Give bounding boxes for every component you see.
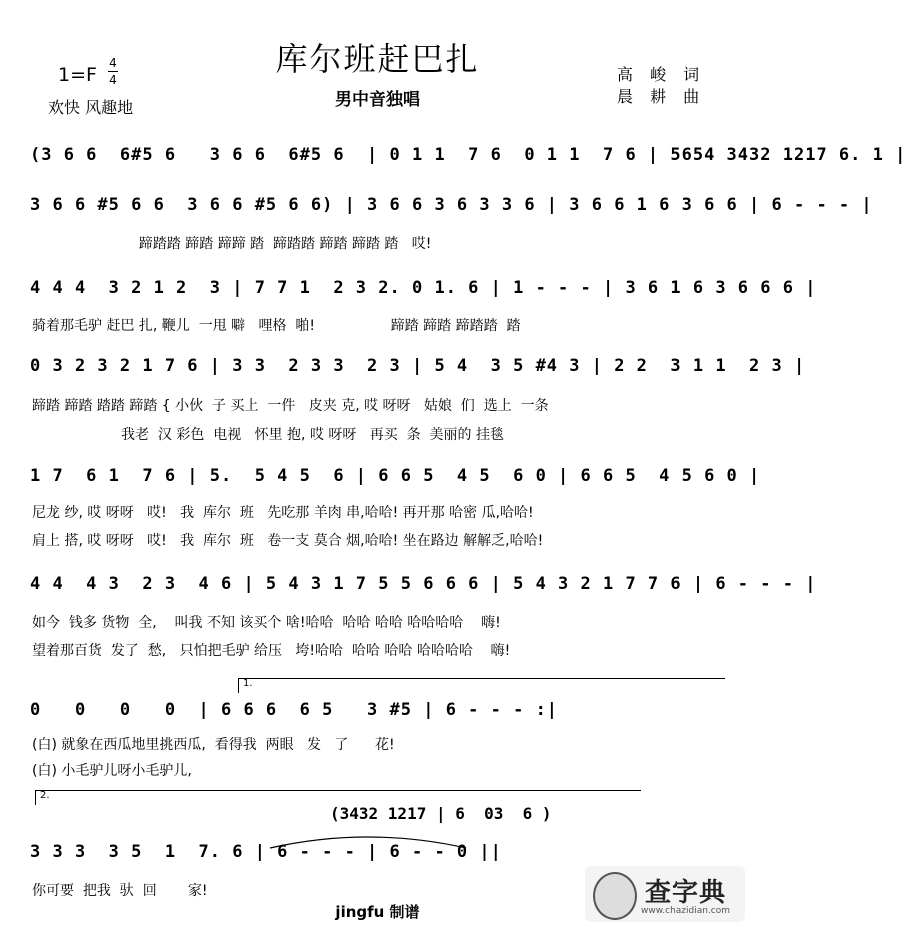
lyrics-line-6b: 望着那百货 发了 愁, 只怕把毛驴 给压 垮!哈哈 哈哈 哈哈 哈哈哈哈 嗨! [32, 643, 511, 659]
score-line-1 [30, 145, 906, 189]
volta-2-bracket [35, 790, 641, 805]
volta-1-bracket [238, 678, 725, 693]
notation: 1 7 6 1 7 6 | 5. 5 4 5 6 | 6 6 5 4 5 6 0 | 6 6 5 4 5 6 0 | [30, 466, 761, 486]
lyrics-line-5b: 肩上 搭, 哎 呀呀 哎! 我 库尔 班 卷一支 莫合 烟,哈哈! 坐在路边 解解乏,哈哈! [32, 533, 544, 549]
lyrics-line-7a: (白) 就象在西瓜地里挑西瓜, 看得我 两眼 发 了 花! [32, 737, 395, 753]
notation: 3 6 6 #5 6 6 3 6 6 #5 6 6) | 3 6 6 3 6 3 3 6 | 3 6 6 1 6 3 6 6 | 6 - - - | [30, 195, 873, 215]
lyrics-line-7b: (白) 小毛驴儿呀小毛驴儿, [32, 763, 192, 779]
coda-notation: (3432 1217 | 6 03 6 ) [330, 804, 552, 823]
notation: 3 3 3 3 5 1 7. 6 | 6 - - - | 6 - - 0 || [30, 842, 502, 862]
tempo-marking: 欢快 风趣地 [48, 98, 134, 117]
subtitle: 男中音独唱 [335, 90, 420, 110]
time-bottom: 4 [109, 73, 117, 87]
notation: 4 4 4 3 2 1 2 3 | 7 7 1 2 3 2. 0 1. 6 | 1 - - - | 3 6 1 6 3 6 6 6 | [30, 278, 817, 298]
logo-text: 查字典 [645, 878, 727, 908]
logo-url: www.chazidian.com [641, 906, 731, 916]
time-top: 4 [109, 56, 117, 70]
lyrics-line-6a: 如今 钱多 货物 全, 叫我 不知 该买个 啥!哈哈 哈哈 哈哈 哈哈哈哈 嗨! [32, 615, 501, 631]
lyrics-line-5a: 尼龙 纱, 哎 呀呀 哎! 我 库尔 班 先吃那 羊肉 串,哈哈! 再开那 哈密 瓜,哈哈! [32, 505, 534, 521]
lyrics-line-8: 你可要 把我 驮 回 家! [32, 883, 208, 899]
lyrics-line-4b: 我老 汉 彩色 电视 怀里 抱, 哎 呀呀 再买 条 美丽的 挂毯 [32, 427, 505, 443]
mascot-icon [593, 872, 637, 920]
volta-2-label: 2. [40, 790, 50, 801]
key-signature: 1=F [58, 64, 97, 86]
lyrics-line-2: 蹄踏踏 蹄踏 蹄蹄 踏 蹄踏踏 蹄踏 蹄踏 踏 哎! [32, 236, 432, 252]
score-line-4 [30, 356, 806, 400]
volta-1-label: 1. [243, 678, 253, 689]
arranger-credit: jingfu 制谱 [335, 903, 420, 921]
lyrics-line-3: 骑着那毛驴 赶巴 扎, 鞭儿 一甩 噼 哩格 啪! 蹄踏 蹄踏 蹄踏踏 踏 [32, 318, 521, 334]
composer-credit: 晨 耕 曲 [617, 87, 706, 106]
watermark-logo [585, 866, 745, 922]
notation: 0 3 2 3 2 1 7 6 | 3 3 2 3 3 2 3 | 5 4 3 5 #4 3 | 2 2 3 1 1 2 3 | [30, 356, 806, 376]
notation: (3 6 6 6#5 6 3 6 6 6#5 6 | 0 1 1 7 6 0 1 1 7 6 | 5654 3432 1217 6. 1 | [30, 145, 906, 165]
lyricist-credit: 高 峻 词 [617, 65, 706, 84]
time-signature [108, 56, 118, 87]
notation: 0 0 0 0 | 6 6 6 6 5 3 #5 | 6 - - - :| [30, 700, 559, 720]
lyrics-line-4a: 蹄踏 蹄踏 踏踏 蹄踏 { 小伙 子 买上 一件 皮夹 克, 哎 呀呀 姑娘 们 选上 一条 [32, 398, 549, 414]
song-title: 库尔班赶巴扎 [275, 40, 480, 78]
notation: 4 4 4 3 2 3 4 6 | 5 4 3 1 7 5 5 6 6 6 | 5 4 3 2 1 7 7 6 | 6 - - - | [30, 574, 817, 594]
